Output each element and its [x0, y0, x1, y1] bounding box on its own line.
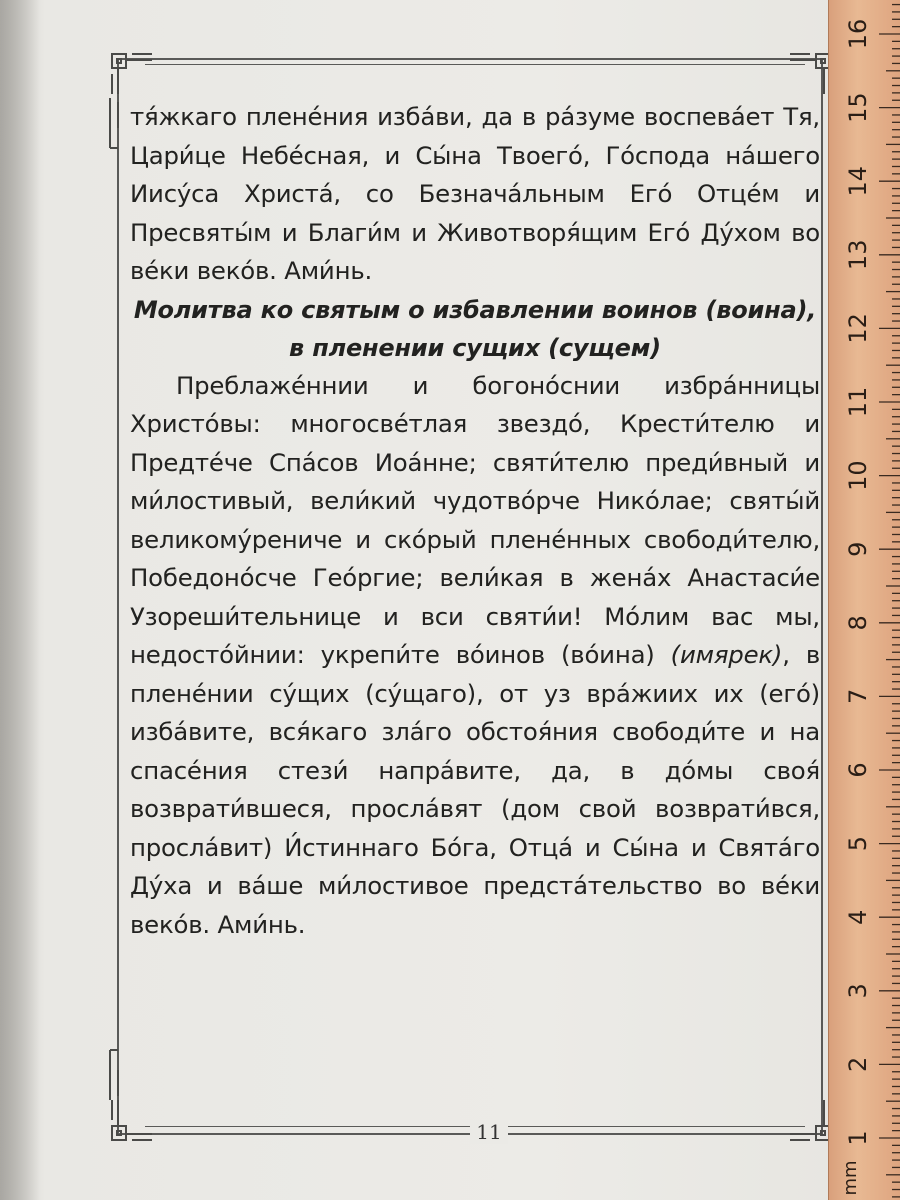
ruler-number: 3 — [844, 983, 872, 999]
ruler-number: 5 — [844, 835, 872, 852]
ruler-number: 2 — [844, 1056, 872, 1073]
side-ornament-left-top — [106, 98, 130, 158]
ruler-number: 15 — [844, 92, 872, 123]
prayer-paragraph-part-a: Преблаже́ннии и богоно́снии избра́нницы Христо́вы: многосве́тлая звездо́, Крести́телю и Предте́че Спа́сов Иоа́нне; святи́телю преди́вный и ми́лостивый, вели́кий чудотво́рче Нико́лае; святы́й великому́рениче и ско́рый плене́нных свободи́телю, Победоно́сче Гео́ргие; вели́кая в жена́х Анастаси́е Узореши́тельнице и вси святи́и! Мо́лим вас мы, недосто́йнии: укрепи́те во́инов (во́ина) — [130, 370, 820, 669]
prayer-paragraph-part-b: , в плене́нии су́щих (су́щаго), от уз вра́жиих их (его́) изба́вите, вся́каго зла́го обстоя́ния свободи́те и на спасе́ния стези́ напра́вите, да, в до́мы своя́ возврати́вшеся, просла́вят (дом свой возврати́вся, просла́вит) И́стиннаго Бо́га, Отца́ и Сы́на и Свята́го Ду́ха и ва́ше ми́лостивое предста́тельство во ве́ки веко́в. Ами́нь. — [130, 640, 821, 939]
ruler-number: 13 — [844, 239, 872, 271]
corner-ornament-top-left — [108, 50, 152, 94]
ruler-number: 7 — [844, 688, 872, 705]
page-gutter-shadow — [0, 0, 40, 1200]
ruler-number: 10 — [844, 460, 872, 491]
ruler-number: 8 — [844, 615, 872, 631]
prayer-text — [130, 98, 820, 944]
ruler-number: 16 — [844, 18, 872, 50]
ruler-number: 11 — [844, 386, 872, 418]
page-number: 11 — [470, 1120, 508, 1144]
prayer-paragraph — [130, 367, 820, 945]
ruler-number: 9 — [844, 541, 872, 557]
ruler — [828, 0, 900, 1200]
ruler-scale — [829, 0, 900, 1200]
prayer-heading: Молитва ко святым о избавлении воинов (воина), в пленении сущих (сущем) — [133, 295, 817, 362]
ruler-number: 1 — [844, 1130, 872, 1146]
ruler-number: 14 — [844, 165, 872, 197]
side-ornament-left-bottom — [106, 1040, 130, 1100]
frame-right-line — [821, 58, 823, 1136]
ruler-unit-label: mm — [840, 1160, 861, 1196]
ruler-number: 6 — [844, 762, 872, 778]
corner-ornament-bottom-left — [108, 1100, 152, 1144]
prayer-paragraph-italic-name: (имярек) — [670, 640, 783, 669]
paragraph-continuation: тя́жкаго плене́ния изба́ви, да в ра́зуме воспева́ет Тя, Цари́це Небе́сная, и Сы́на Твоего́, Го́спода на́шего Иису́са Христа́, со Безнача́льным Его́ Отце́м и Пресвяты́м и Благи́м и Животворя́щим Его́ Ду́хом во ве́ки веко́в. Ами́нь. — [130, 102, 820, 285]
ruler-number: 12 — [844, 313, 872, 344]
ruler-number: 4 — [844, 909, 872, 925]
